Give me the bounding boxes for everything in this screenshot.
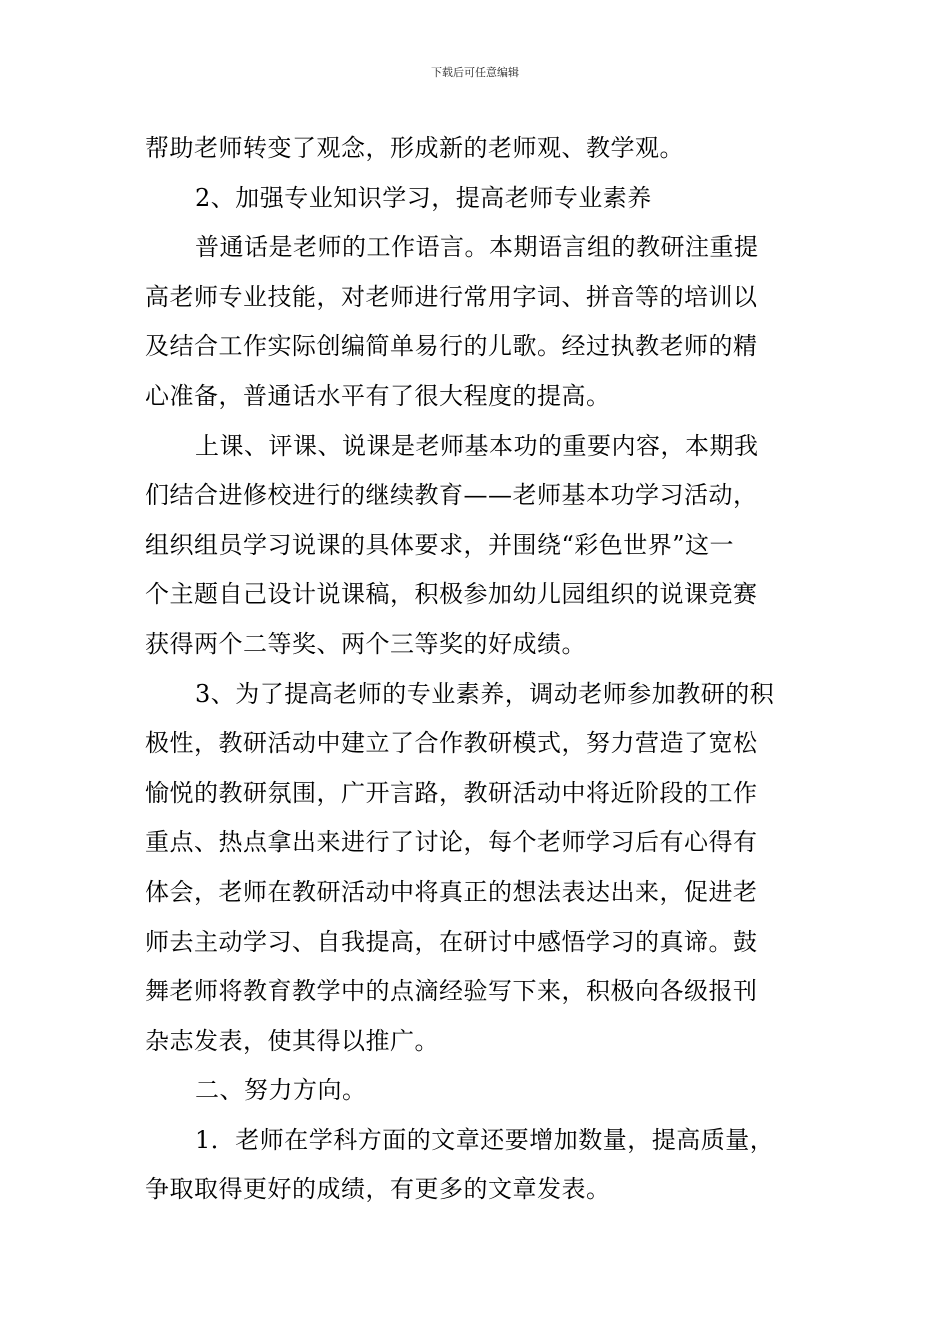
text-line: 杂志发表，使其得以推广。	[145, 1026, 439, 1055]
text-line: 获得两个二等奖、两个三等奖的好成绩。	[145, 629, 586, 658]
text-line: 1．老师在学科方面的文章还要增加数量，提高质量，	[195, 1125, 775, 1154]
text-line: 3、为了提高老师的专业素养，调动老师参加教研的积	[195, 679, 775, 708]
text-line: 高老师专业技能，对老师进行常用字词、拼音等的培训以	[145, 282, 758, 311]
text-line: 普通话是老师的工作语言。本期语言组的教研注重提	[195, 233, 759, 262]
text-line: 师去主动学习、自我提高，在研讨中感悟学习的真谛。鼓	[145, 927, 758, 956]
page-header-note: 下载后可任意编辑	[431, 66, 519, 79]
text-line: 体会，老师在教研活动中将真正的想法表达出来，促进老	[145, 877, 758, 906]
text-line: 帮助老师转变了观念，形成新的老师观、教学观。	[145, 134, 684, 162]
document-body	[145, 124, 810, 1215]
text-line: 极性，教研活动中建立了合作教研模式，努力营造了宽松	[145, 729, 758, 758]
text-line: 二、努力方向。	[195, 1076, 367, 1105]
text-line: 舞老师将教育教学中的点滴经验写下来，积极向各级报刊	[145, 977, 758, 1006]
text-line: 争取取得更好的成绩，有更多的文章发表。	[145, 1175, 611, 1204]
text-line: 愉悦的教研氛围，广开言路，教研活动中将近阶段的工作	[145, 778, 758, 807]
text-line: 个主题自己设计说课稿，积极参加幼儿园组织的说课竞赛	[145, 580, 758, 609]
text-line: 2、加强专业知识学习，提高老师专业素养	[195, 183, 652, 212]
text-line: 及结合工作实际创编简单易行的儿歌。经过执教老师的精	[145, 332, 758, 361]
text-line: 组织组员学习说课的具体要求，并围绕“彩色世界”这一	[145, 530, 735, 559]
text-line: 心准备，普通话水平有了很大程度的提高。	[145, 381, 611, 410]
text-line: 重点、热点拿出来进行了讨论，每个老师学习后有心得有	[145, 828, 758, 857]
text-line: 们结合进修校进行的继续教育——老师基本功学习活动，	[145, 481, 758, 510]
text-line: 上课、评课、说课是老师基本功的重要内容，本期我	[195, 431, 759, 460]
